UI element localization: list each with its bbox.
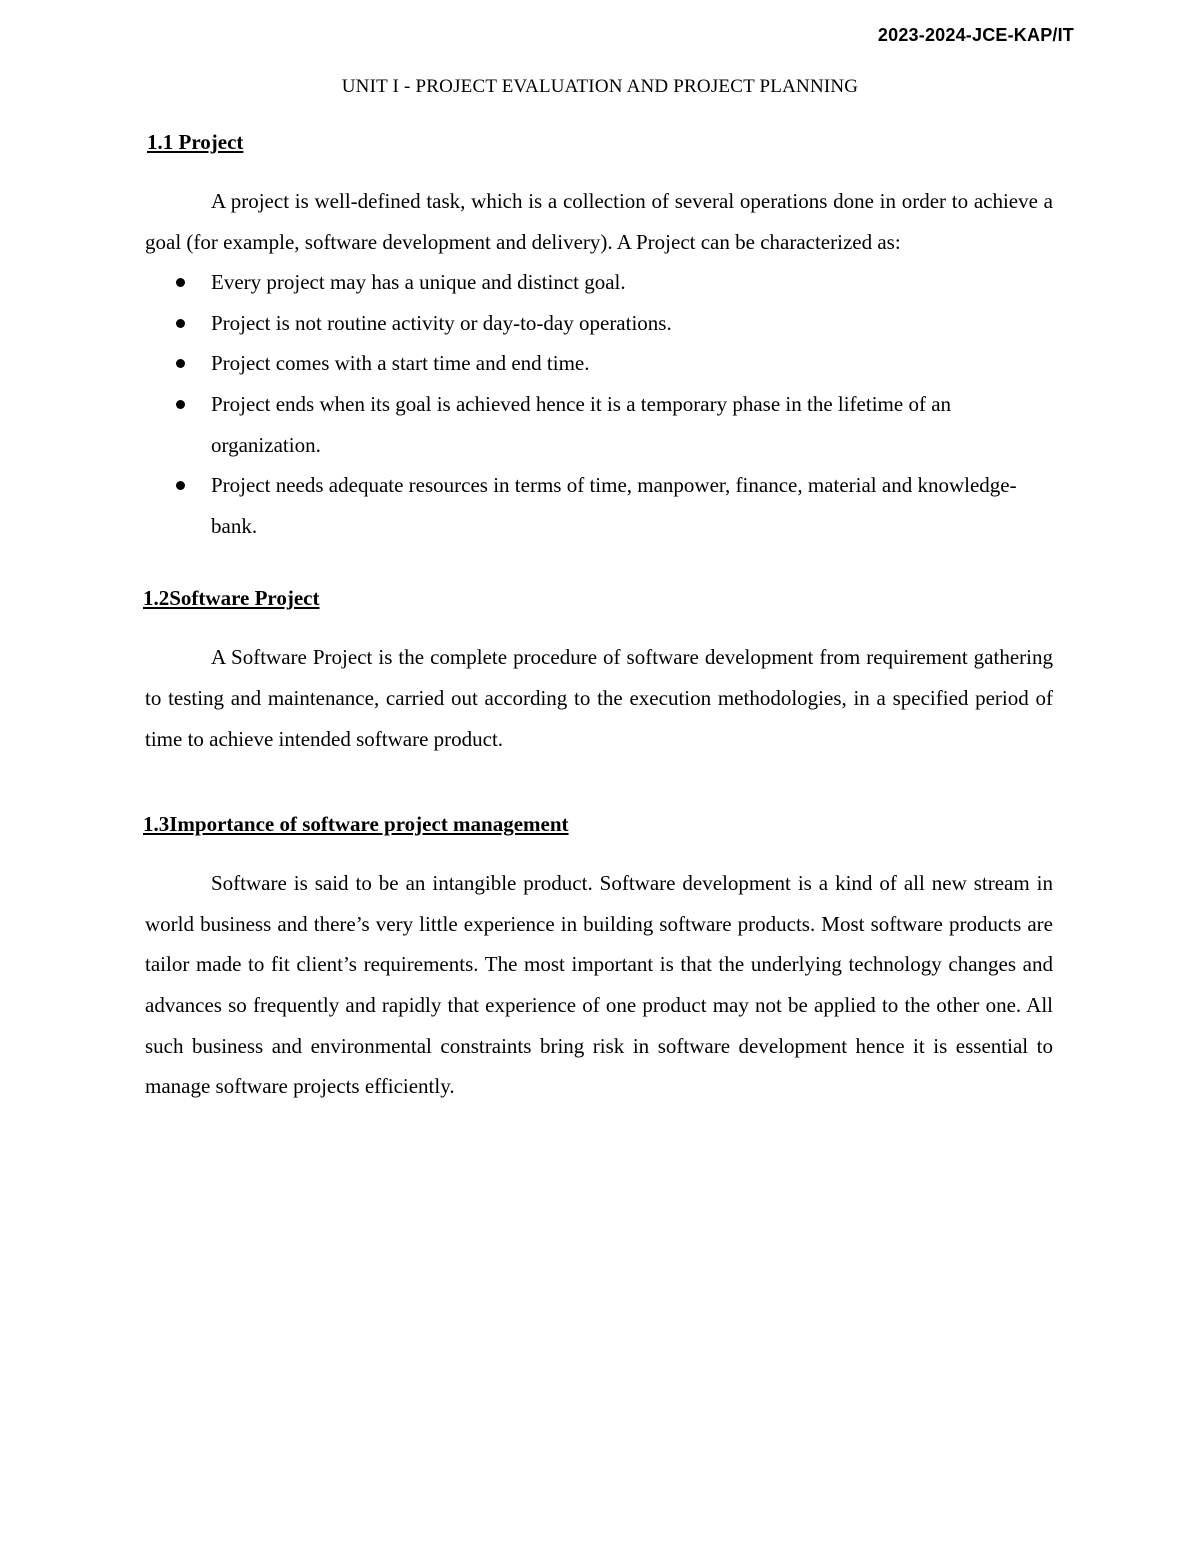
project-intro-paragraph: A project is well-defined task, which is a collection of several operations done in order to achieve a goal (for example, software development and delivery). A Project can be characterized as: bbox=[145, 189, 1053, 254]
list-item-text: Project is not routine activity or day-to-day operations. bbox=[211, 310, 672, 335]
section-heading-software-project: 1.2Software Project bbox=[143, 586, 320, 611]
importance-paragraph: Software is said to be an intangible product. Software development is a kind of all new stream in world business and there’s very little experience in building software products. Most software products are tailor made to fit client’s requirements. The most important is that the underlying technology changes and advances so frequently and rapidly that experience of one product may not be applied to the other one. All such business and environmental constraints bring risk in software development hence it is essential to manage software projects efficiently. bbox=[145, 871, 1053, 1099]
bullet-icon bbox=[176, 481, 185, 490]
bullet-icon bbox=[176, 400, 185, 409]
section-heading-importance: 1.3Importance of software project management bbox=[143, 812, 569, 837]
bullet-icon bbox=[176, 278, 185, 287]
section-project bbox=[145, 128, 1053, 546]
document-body bbox=[145, 128, 1053, 1107]
list-item bbox=[145, 465, 1053, 546]
list-item bbox=[145, 262, 1053, 303]
list-item-text: Project comes with a start time and end time. bbox=[211, 351, 590, 376]
list-item bbox=[145, 303, 1053, 344]
bullet-icon bbox=[176, 319, 185, 328]
list-item-text: Every project may has a unique and distinct goal. bbox=[211, 270, 626, 295]
list-item bbox=[145, 343, 1053, 384]
bullet-icon bbox=[176, 359, 185, 368]
list-item-text: Project ends when its goal is achieved hence it is a temporary phase in the lifetime of an organization. bbox=[211, 391, 952, 457]
software-project-paragraph: A Software Project is the complete procedure of software development from requirement gathering to testing and maintenance, carried out according to the execution methodologies, in a specified period of time to achieve intended software product. bbox=[145, 645, 1053, 751]
project-characteristics-list bbox=[145, 262, 1053, 546]
header-code: 2023-2024-JCE-KAP/IT bbox=[877, 25, 1074, 45]
section-importance bbox=[145, 810, 1053, 1107]
list-item-text: Project needs adequate resources in terms of time, manpower, finance, material and knowledge-bank. bbox=[211, 473, 1017, 538]
page-title: UNIT I - PROJECT EVALUATION AND PROJECT PLANNING bbox=[341, 76, 859, 97]
section-software-project bbox=[145, 584, 1053, 759]
list-item bbox=[145, 384, 1053, 465]
section-heading-project: 1.1 Project bbox=[147, 130, 244, 154]
